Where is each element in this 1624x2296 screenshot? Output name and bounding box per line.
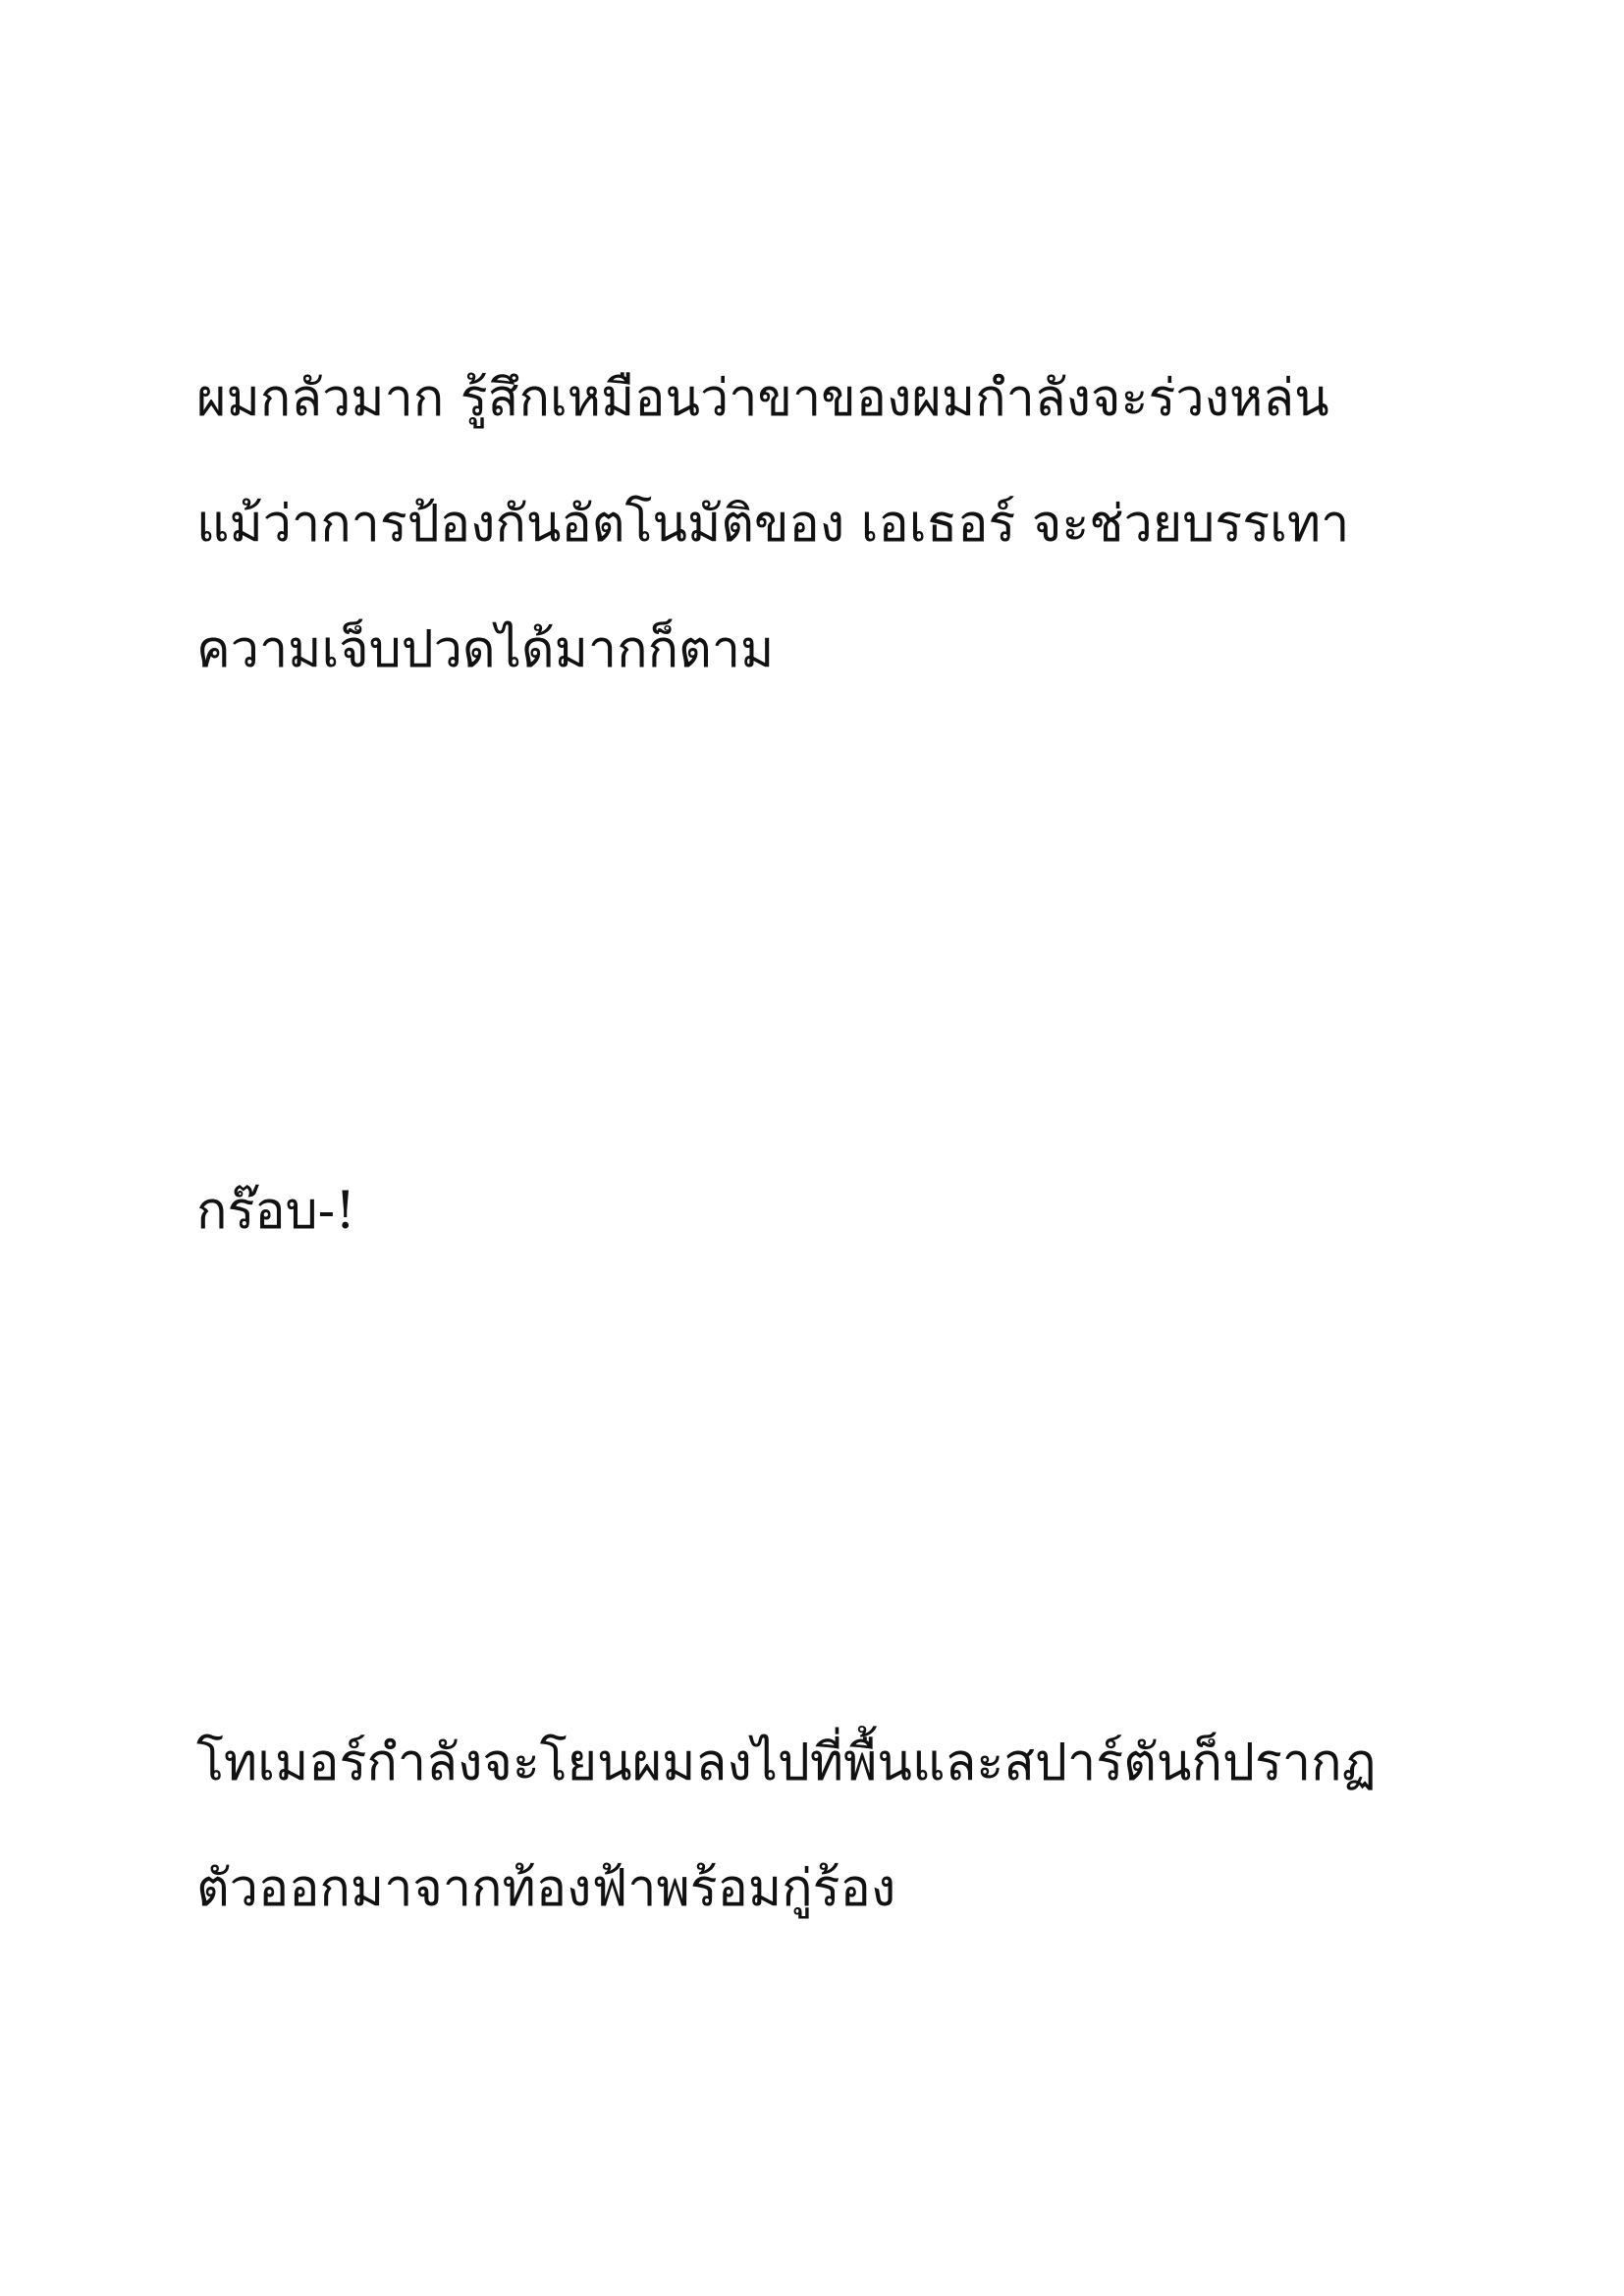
paragraph-spartan [196, 1700, 1473, 1951]
text-line: ผมกลัวมาก รู้สึกเหมือนว่าขาของผมกำลังจะร่วงหล่น [196, 369, 1329, 428]
text-line: ความเจ็บปวดได้มากก็ตาม [196, 620, 775, 679]
text-line: โทเมอร์กำลังจะโยนผมลงไปที่พื้นและสปาร์ตันก็ปรากฏ [196, 1734, 1377, 1792]
paragraph-sound-effect [196, 1148, 1473, 1274]
text-line: แม้ว่าการป้องกันอัตโนมัติของ เอเธอร์ จะช่วยบรรเทา [196, 495, 1350, 554]
paragraph-fear [196, 336, 1473, 713]
text-line: กร๊อบ-! [196, 1182, 356, 1241]
text-line: ตัวออกมาจากท้องฟ้าพร้อมกู่ร้อง [196, 1859, 896, 1918]
